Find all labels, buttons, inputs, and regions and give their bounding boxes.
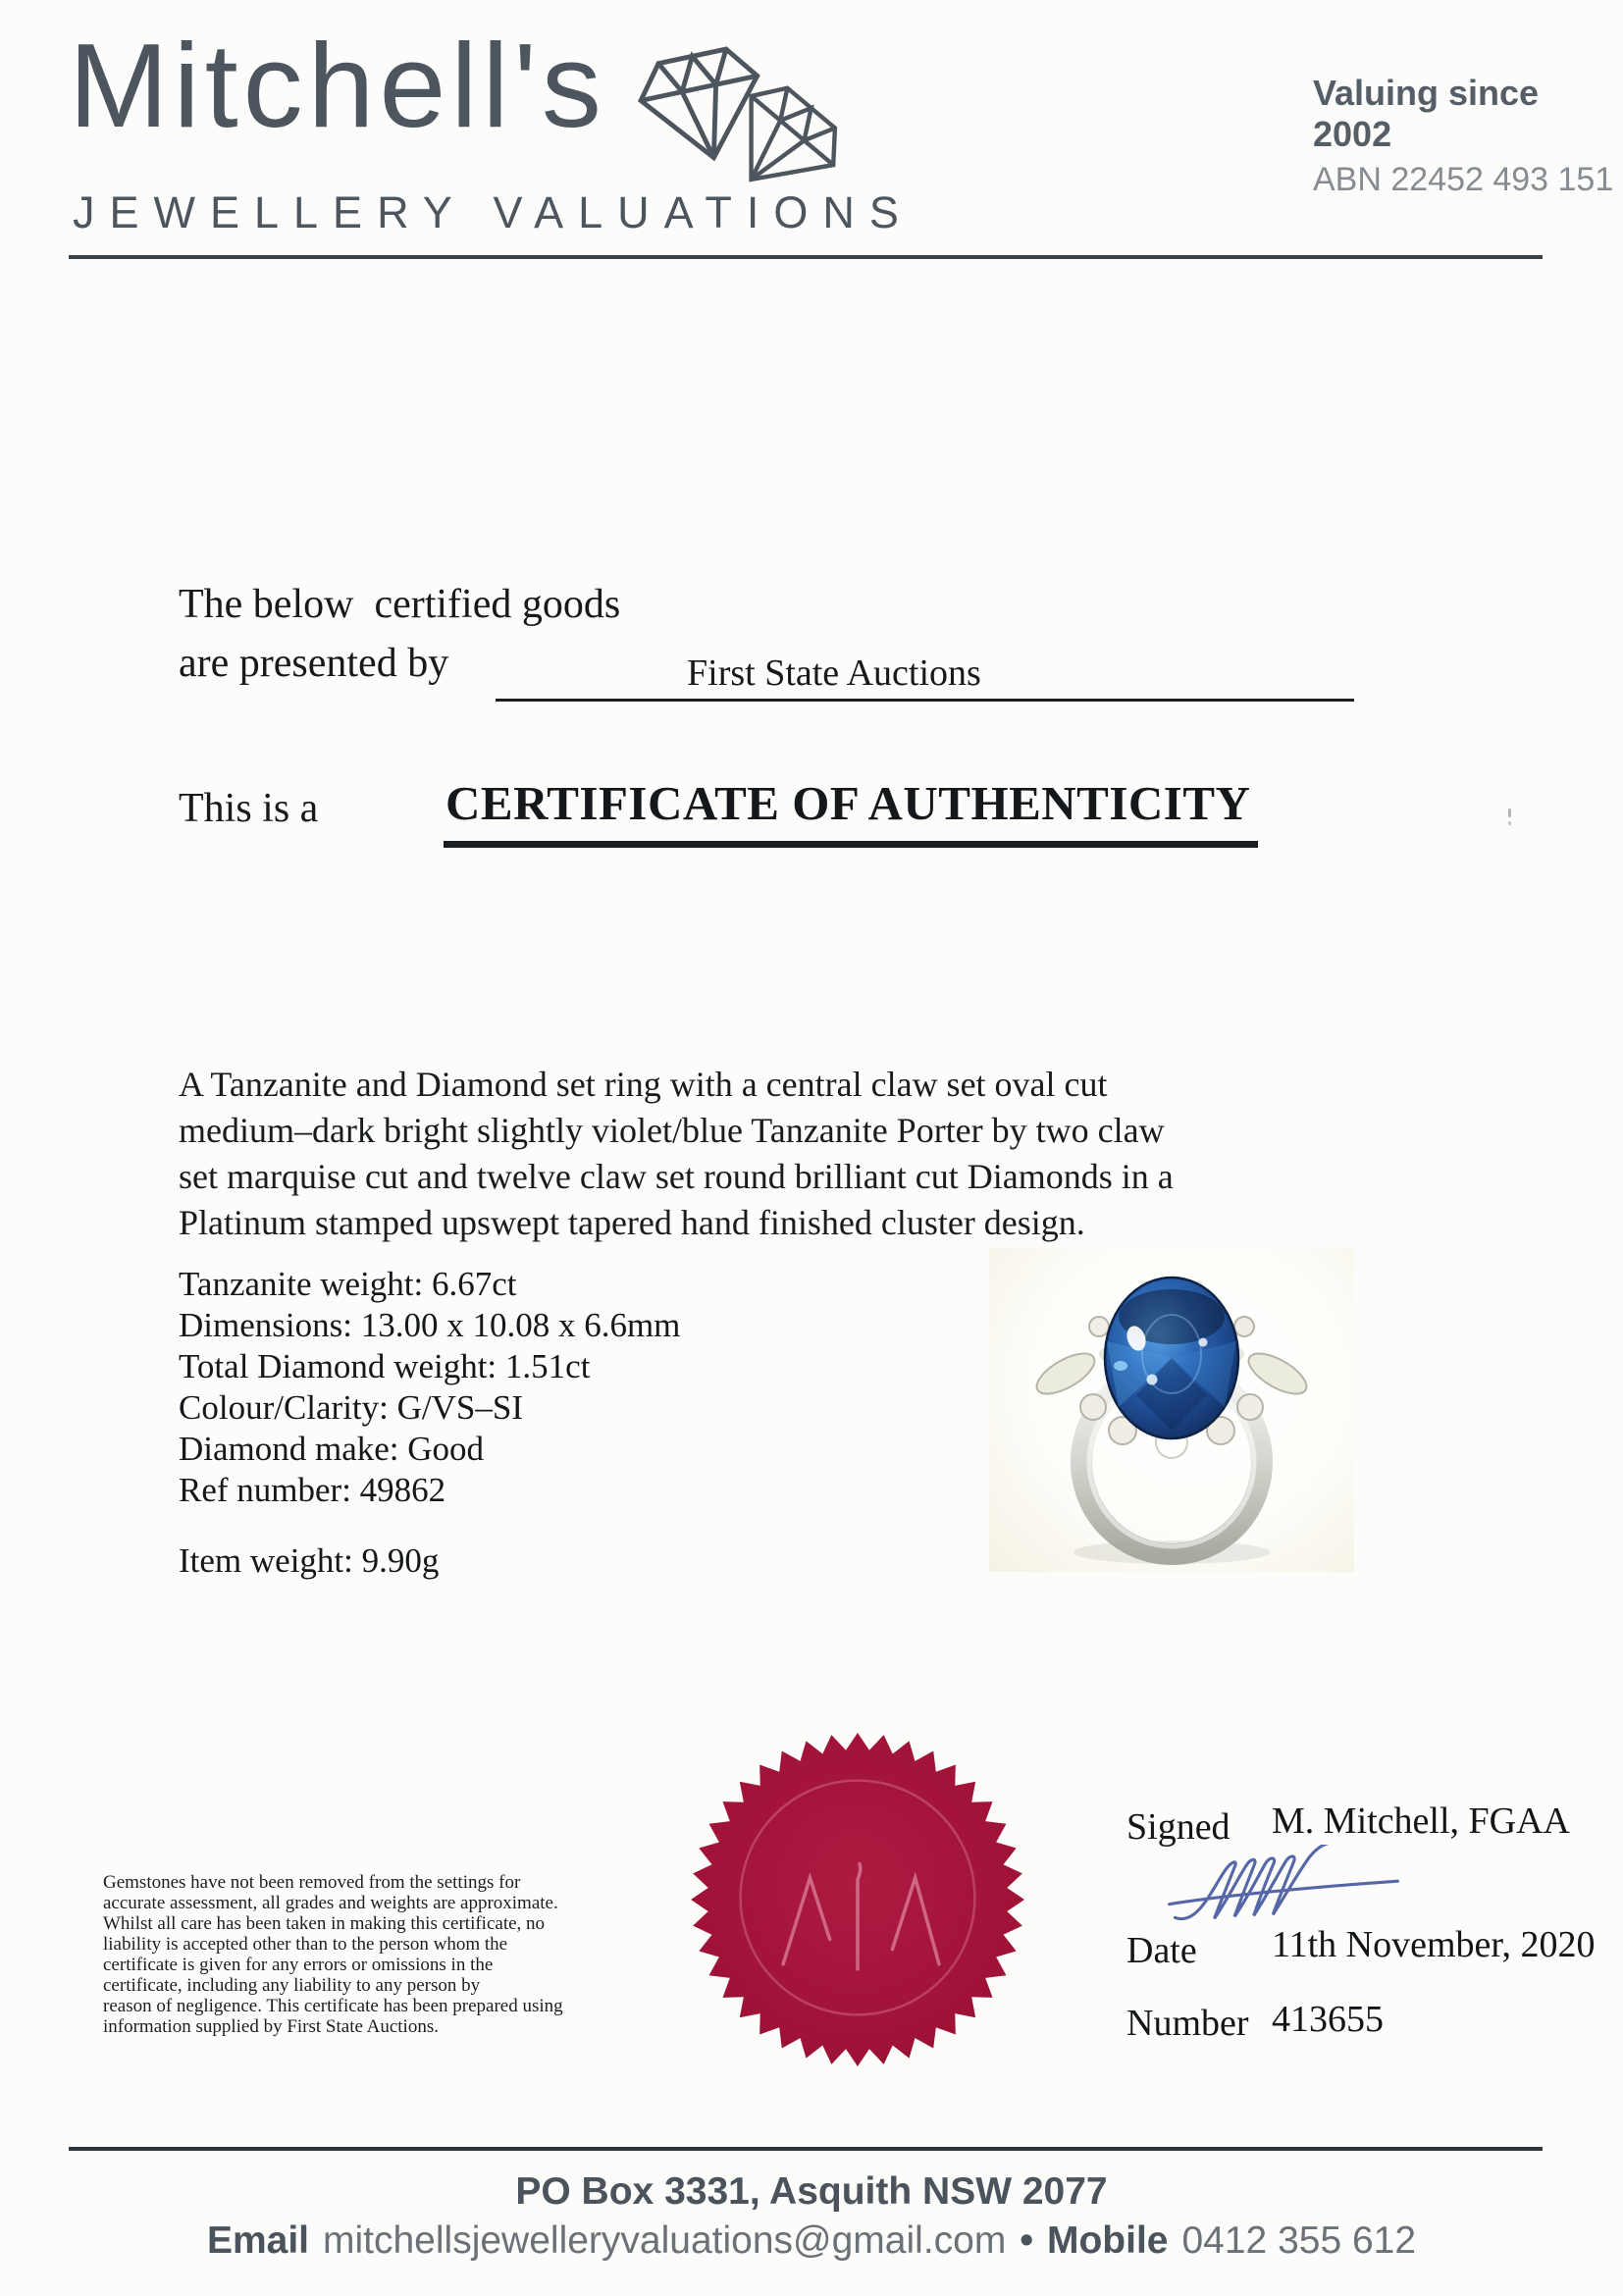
signed-value: M. Mitchell, FGAA: [1272, 1800, 1570, 1842]
footer-divider: [69, 2147, 1543, 2151]
mobile-label: Mobile: [1046, 2219, 1169, 2262]
number-value: 413655: [1272, 1999, 1384, 2040]
disclaimer-line: liability is accepted other than to the person whom the: [103, 1934, 508, 1955]
spec-line-item-weight: Item weight: 9.90g: [179, 1541, 440, 1580]
header-meta: [1313, 73, 1623, 199]
disclaimer-line: information supplied by First State Auctions.: [103, 2016, 439, 2037]
tagline: Valuing since 2002: [1313, 73, 1540, 155]
item-description: [179, 1062, 1174, 1246]
presenter-underline: [496, 699, 1354, 702]
disclaimer: [103, 1872, 563, 2037]
disclaimer-line: reason of negligence. This certificate has been prepared using: [103, 1996, 563, 2016]
red-seal-icon: [689, 1731, 1026, 2068]
footer-contact: [0, 2219, 1623, 2263]
spec-list: [179, 1264, 680, 1582]
number-label: Number: [1126, 2003, 1249, 2044]
disclaimer-line: Gemstones have not been removed from the settings for: [103, 1872, 521, 1893]
presented-line2: are presented by: [179, 641, 449, 686]
spec-line-tanzanite-weight: Tanzanite weight: 6.67ct: [179, 1265, 517, 1303]
tanzanite-ring-illustration: [989, 1248, 1354, 1572]
disclaimer-line: certificate is given for any errors or omissions in the: [103, 1955, 494, 1975]
disclaimer-line: accurate assessment, all grades and weights are approximate.: [103, 1893, 558, 1913]
date-label: Date: [1126, 1930, 1197, 1971]
spec-line-dimensions: Dimensions: 13.00 x 10.08 x 6.6mm: [179, 1306, 681, 1344]
spec-line-diamond-make: Diamond make: Good: [179, 1430, 485, 1468]
presented-line1: The below certified goods: [179, 582, 621, 627]
spec-line-colour-clarity: Colour/Clarity: G/VS–SI: [179, 1388, 523, 1427]
bullet-separator: •: [1020, 2219, 1033, 2262]
mobile-value: 0412 355 612: [1181, 2219, 1417, 2262]
header-divider: [69, 255, 1543, 259]
signature-scribble: [1150, 1845, 1417, 1933]
spec-line-ref-number: Ref number: 49862: [179, 1471, 446, 1509]
ring-photo: [989, 1248, 1354, 1572]
description-line: set marquise cut and twelve claw set round brilliant cut Diamonds in a: [179, 1157, 1174, 1196]
email-value: mitchellsjewelleryvaluations@gmail.com: [323, 2219, 1007, 2262]
signed-label: Signed: [1126, 1806, 1230, 1848]
abn-number: ABN 22452 493 151: [1313, 160, 1614, 198]
disclaimer-line: Whilst all care has been taken in making this certificate, no: [103, 1913, 546, 1934]
disclaimer-line: certificate, including any liability to any person by: [103, 1975, 481, 1996]
description-line: Platinum stamped upswept tapered hand finished cluster design.: [179, 1203, 1085, 1242]
date-value: 11th November, 2020: [1272, 1924, 1596, 1965]
email-label: Email: [206, 2219, 309, 2262]
seal-stamp: [689, 1731, 1026, 2068]
scan-artifact: [1508, 809, 1511, 817]
spec-line-diamond-weight: Total Diamond weight: 1.51ct: [179, 1347, 591, 1385]
certificate-title: CERTIFICATE OF AUTHENTICITY: [444, 775, 1258, 848]
description-line: A Tanzanite and Diamond set ring with a central claw set oval cut: [179, 1065, 1108, 1104]
description-line: medium–dark bright slightly violet/blue Tanzanite Porter by two claw: [179, 1111, 1165, 1150]
presenter-name: First State Auctions: [687, 652, 981, 694]
footer-address: PO Box 3331, Asquith NSW 2077: [515, 2170, 1108, 2213]
brand-subtitle: JEWELLERY VALUATIONS: [73, 187, 914, 237]
certificate-prefix: This is a: [179, 786, 319, 831]
brand-name: Mitchell's: [69, 19, 606, 152]
